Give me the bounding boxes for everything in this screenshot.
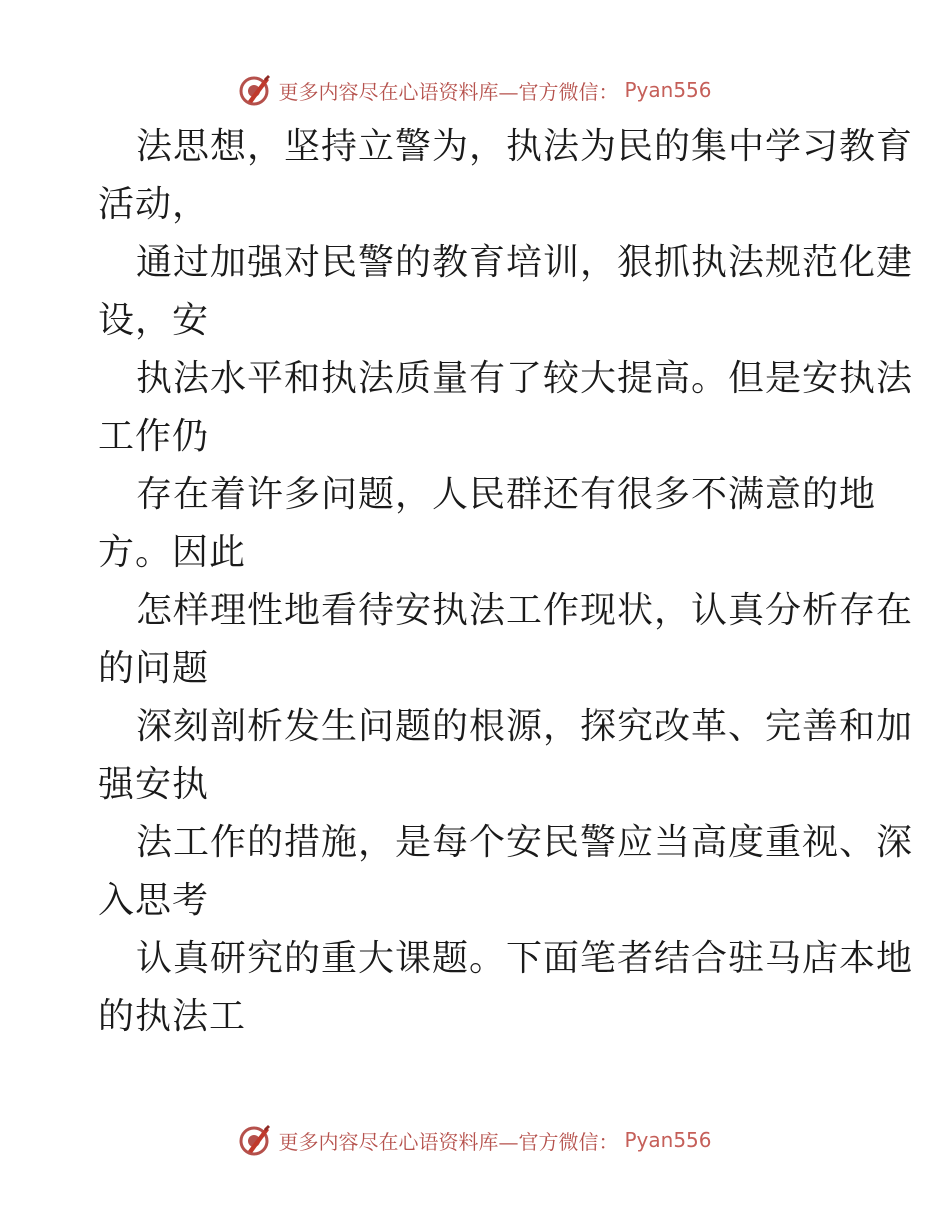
body-text: [98, 118, 914, 1046]
footer-site-text: 更多内容尽在心语资料库—官方微信：: [278, 1129, 619, 1154]
paragraph-line: 方。因此: [98, 532, 247, 573]
header-site-text: 更多内容尽在心语资料库—官方微信：: [278, 79, 619, 104]
paragraph-line: 入思考: [98, 880, 210, 921]
header-banner: [0, 70, 950, 110]
paragraph-line: 法工作的措施，是每个安民警应当高度重视、深: [136, 822, 914, 863]
paragraph-line: 执法水平和执法质量有了较大提高。但是安执法: [136, 358, 914, 399]
paragraph-line: 强安执: [98, 764, 210, 805]
quill-logo-icon: [238, 1123, 272, 1157]
paragraph-line: 深刻剖析发生问题的根源，探究改革、完善和加: [136, 706, 914, 747]
paragraph-line: 活动，: [98, 184, 210, 225]
paragraph-line: 怎样理性地看待安执法工作现状，认真分析存在: [136, 590, 914, 631]
paragraph-line: 认真研究的重大课题。下面笔者结合驻马店本地: [136, 938, 914, 979]
paragraph-line: 法思想，坚持立警为，执法为民的集中学习教育: [136, 126, 914, 167]
paragraph-line: 设，安: [98, 300, 210, 341]
paragraph-line: 工作仍: [98, 416, 210, 457]
paragraph-line: 存在着许多问题，人民群还有很多不满意的地: [136, 474, 877, 515]
footer-wechat-id: Pyan556: [624, 1128, 712, 1152]
quill-logo-icon: [238, 73, 272, 107]
paragraph-line: 的执法工: [98, 996, 247, 1037]
footer-banner: [0, 1120, 950, 1160]
paragraph-line: 的问题: [98, 648, 210, 689]
paragraph-line: 通过加强对民警的教育培训，狠抓执法规范化建: [136, 242, 914, 283]
header-wechat-id: Pyan556: [624, 78, 712, 102]
